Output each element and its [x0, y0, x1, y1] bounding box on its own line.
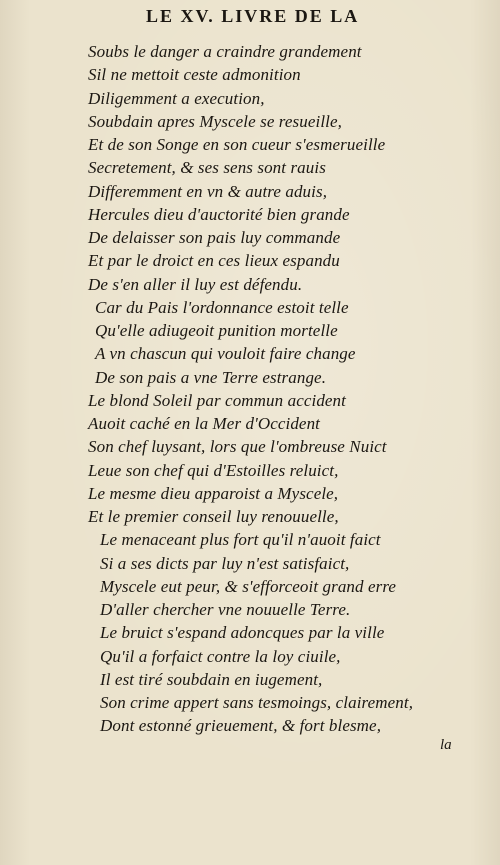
- verse-line: Secretement, & ses sens sont rauis: [88, 158, 326, 178]
- verse-line: Auoit caché en la Mer d'Occident: [88, 414, 321, 433]
- verse-line: De s'en aller il luy est défendu.: [88, 274, 303, 294]
- verse-line: De delaisser son pais luy commande: [88, 228, 341, 247]
- verse-line: Et par le droict en ces lieux espandu: [88, 251, 340, 271]
- verse-line: Qu'il a forfaict contre la loy ciuile,: [100, 646, 341, 666]
- verse-line: Dont estonné grieuement, & fort blesme,: [100, 716, 382, 736]
- verse-line: A vn chascun qui vouloit faire change: [95, 344, 356, 364]
- verse-line: Soubdain apres Myscele se resueille,: [88, 111, 342, 131]
- verse-line: Le bruict s'espand adoncques par la ville: [100, 623, 385, 643]
- verse-line: Le menaceant plus fort qu'il n'auoit faict: [100, 530, 381, 550]
- running-title: LE XV. LIVRE DE LA: [146, 6, 360, 26]
- verse-line: Si a ses dicts par luy n'est satisfaict,: [100, 553, 350, 573]
- verse-line: Leue son chef qui d'Estoilles reluict,: [88, 460, 339, 480]
- verse-line: Le blond Soleil par commun accident: [88, 390, 346, 410]
- verse-block: [88, 40, 468, 738]
- verse-line: Son crime appert sans tesmoings, clairement,: [100, 693, 414, 712]
- verse-line: Car du Pais l'ordonnance estoit telle: [95, 297, 349, 317]
- verse-line: Son chef luysant, lors que l'ombreuse Nuict: [88, 437, 387, 457]
- verse-line: Et le premier conseil luy renouuelle,: [88, 507, 339, 526]
- verse-line: Il est tiré soubdain en iugement,: [100, 669, 323, 689]
- verse-line: De son pais a vne Terre estrange.: [95, 367, 327, 387]
- catchword: la: [440, 737, 452, 753]
- verse-line: D'aller chercher vne nouuelle Terre.: [100, 600, 351, 619]
- verse-line: Myscele eut peur, & s'efforceoit grand erre: [100, 576, 397, 596]
- verse-line: Diligemment a execution,: [88, 88, 265, 108]
- verse-line: Et de son Songe en son cueur s'esmerueille: [88, 135, 386, 154]
- verse-line: Hercules dieu d'auctorité bien grande: [88, 204, 350, 224]
- verse-line: Qu'elle adiugeoit punition mortelle: [95, 321, 338, 340]
- verse-line: Sil ne mettoit ceste admonition: [88, 65, 301, 85]
- verse-line: Le mesme dieu apparoist a Myscele,: [88, 483, 339, 503]
- verse-line: Soubs le danger a craindre grandement: [88, 42, 362, 61]
- verse-line: Differemment en vn & autre aduis,: [88, 181, 328, 201]
